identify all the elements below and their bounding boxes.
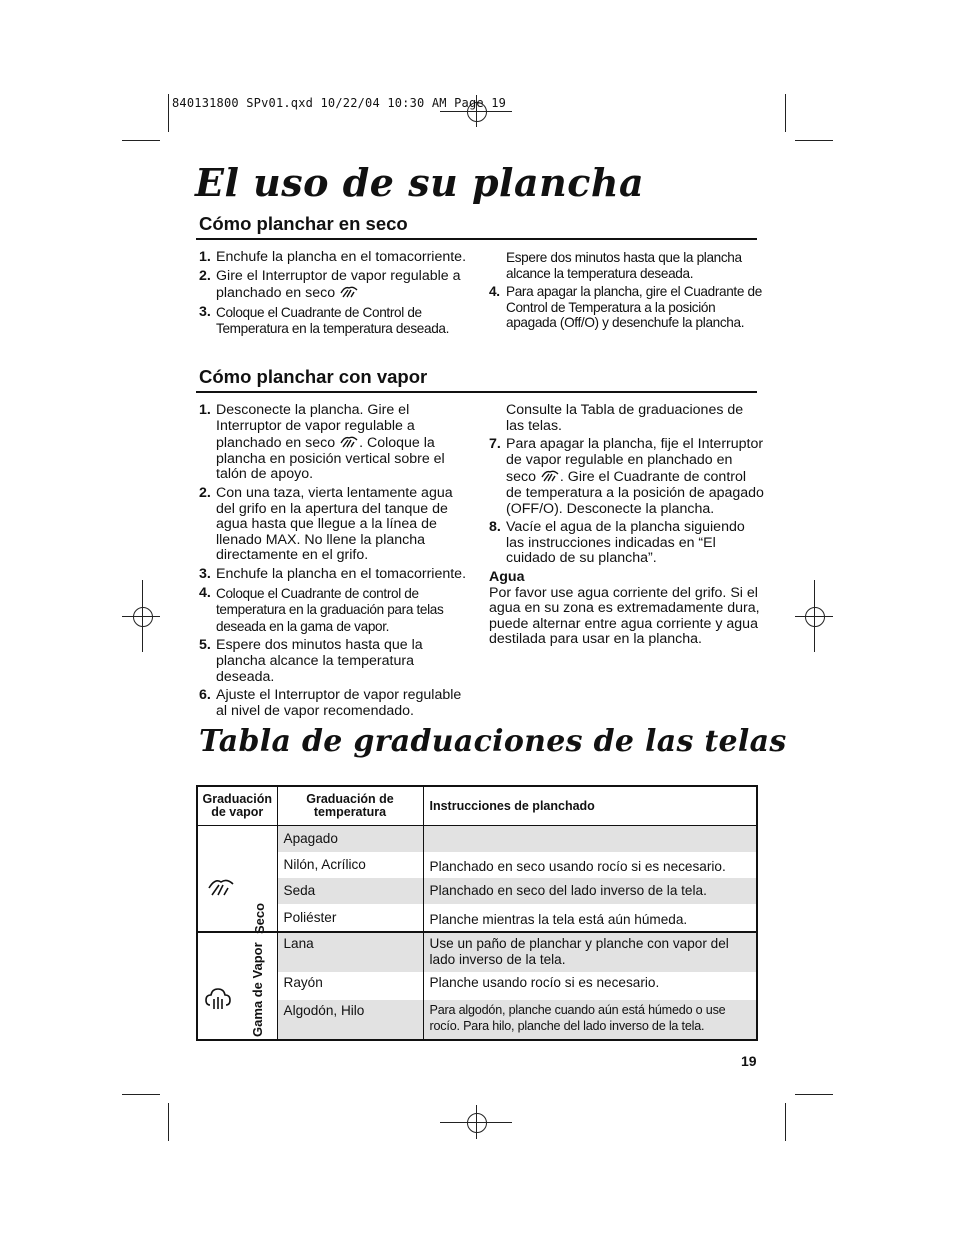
list-item: 2. Con una taza, vierta lentamente agua del grifo en la apertura del tanque de agua hasta que llegue a la línea de llenado MAX. No llene la plancha directamente en el grifo.: [199, 484, 453, 564]
temp-cell: Apagado: [277, 826, 423, 852]
temp-cell: Seda: [277, 878, 423, 904]
steam-group-label: Gama de Vapor: [250, 941, 265, 1037]
temp-cell: Nilón, Acrílico: [277, 852, 423, 878]
list-item: Consulte la Tabla de graduaciones de las telas.: [506, 402, 744, 434]
temp-cell: Lana: [277, 932, 423, 972]
list-item: 7. Para apagar la plancha, fije el Interruptor de vapor regulable en planchado en seco . Gire el Cuadrante de control de temperatura a la posición de apagado (OFF/O). Desconecte la plancha.: [489, 436, 764, 517]
header-temperature-setting: Graduación de temperatura: [277, 786, 423, 826]
dry-group-cell: [197, 826, 277, 932]
table-title: Tabla de graduaciones de las telas: [199, 724, 787, 759]
temp-cell: Poliéster: [277, 904, 423, 932]
page-title: El uso de su plancha: [195, 160, 645, 205]
list-item: 1. Enchufe la plancha en el tomacorriente.: [199, 249, 467, 265]
section-rule: [196, 238, 757, 240]
water-heading: Agua: [489, 568, 525, 585]
dry-setting-icon: [339, 434, 359, 450]
instr-cell: Use un paño de planchar y planche con vapor del lado inverso de la tela.: [423, 932, 757, 972]
list-item: 2. Gire el Interruptor de vapor regulable a planchado en seco: [199, 267, 461, 302]
list-item: 3. Enchufe la plancha en el tomacorriente.: [199, 565, 467, 582]
dry-group-label: Seco: [252, 902, 267, 934]
list-item: 5. Espere dos minutos hasta que la plancha alcance la temperatura deseada.: [199, 637, 423, 685]
section-rule: [196, 391, 757, 393]
instr-cell: Para algodón, planche cuando aún está húmedo o use rocío. Para hilo, planche del lado inverso de la tela.: [423, 1000, 757, 1040]
list-item: 6. Ajuste el Interruptor de vapor regulable al nivel de vapor recomendado.: [199, 687, 462, 719]
list-item: 8. Vacíe el agua de la plancha siguiendo las instrucciones indicadas en “El cuidado de su plancha”.: [489, 519, 745, 567]
table-row: [197, 852, 757, 878]
steam-steps-left: [199, 403, 471, 722]
instr-cell: [423, 826, 757, 852]
steam-steps-right: [489, 403, 764, 648]
temp-cell: Algodón, Hilo: [277, 1000, 423, 1040]
dry-ironing-heading: Cómo planchar en seco: [199, 213, 408, 234]
page-number: 19: [741, 1053, 757, 1069]
table-row: [197, 878, 757, 904]
table-row: [197, 1000, 757, 1040]
dry-setting-icon: [207, 876, 235, 898]
water-text: Por favor use agua corriente del grifo. Si el agua en su zona es extremadamente dura, puede alternar entre agua corriente y agua destilada para usar en la plancha.: [489, 584, 760, 648]
instr-cell: Planchado en seco del lado inverso de la tela.: [423, 878, 757, 904]
file-slug: 840131800 SPv01.qxd 10/22/04 10:30 AM Page 19: [172, 96, 507, 110]
instr-cell: Planchado en seco usando rocío si es necesario.: [429, 859, 726, 874]
instr-cell: Planche usando rocío si es necesario.: [429, 974, 660, 990]
list-item: 4. Para apagar la plancha, gire el Cuadrante de Control de Temperatura a la posición apagada (Off/O) y desenchufe la plancha.: [489, 284, 762, 331]
dry-steps-left: [199, 250, 471, 341]
list-item: 4. Coloque el Cuadrante de control de temperatura en la graduación para telas deseada en la gama de vapor.: [199, 584, 444, 634]
header-instructions: Instrucciones de planchado: [423, 786, 757, 826]
dry-steps-right: [489, 250, 764, 334]
list-item: 1. Desconecte la plancha. Gire el Interruptor de vapor regulable a planchado en seco . Coloque la plancha en posición vertical sobre el talón de apoyo.: [199, 402, 445, 483]
steam-setting-icon: [204, 985, 232, 1011]
dry-setting-icon: [540, 468, 560, 484]
list-item: 3. Coloque el Cuadrante de Control de Temperatura en la temperatura deseada.: [199, 303, 450, 337]
table-row: [197, 826, 757, 852]
table-row: [197, 932, 757, 972]
table-row: [197, 972, 757, 1000]
temp-cell: Rayón: [277, 972, 423, 1000]
dry-setting-icon: [339, 284, 359, 300]
steam-group-cell: [197, 932, 277, 1040]
header-steam-setting: Graduación de vapor: [197, 786, 277, 826]
list-item: Espere dos minutos hasta que la plancha alcance la temperatura deseada.: [506, 250, 742, 281]
fabric-settings-table: [196, 785, 758, 1041]
instr-cell: Planche mientras la tela está aún húmeda.: [429, 911, 688, 927]
table-row: [197, 904, 757, 932]
steam-ironing-heading: Cómo planchar con vapor: [199, 366, 428, 387]
